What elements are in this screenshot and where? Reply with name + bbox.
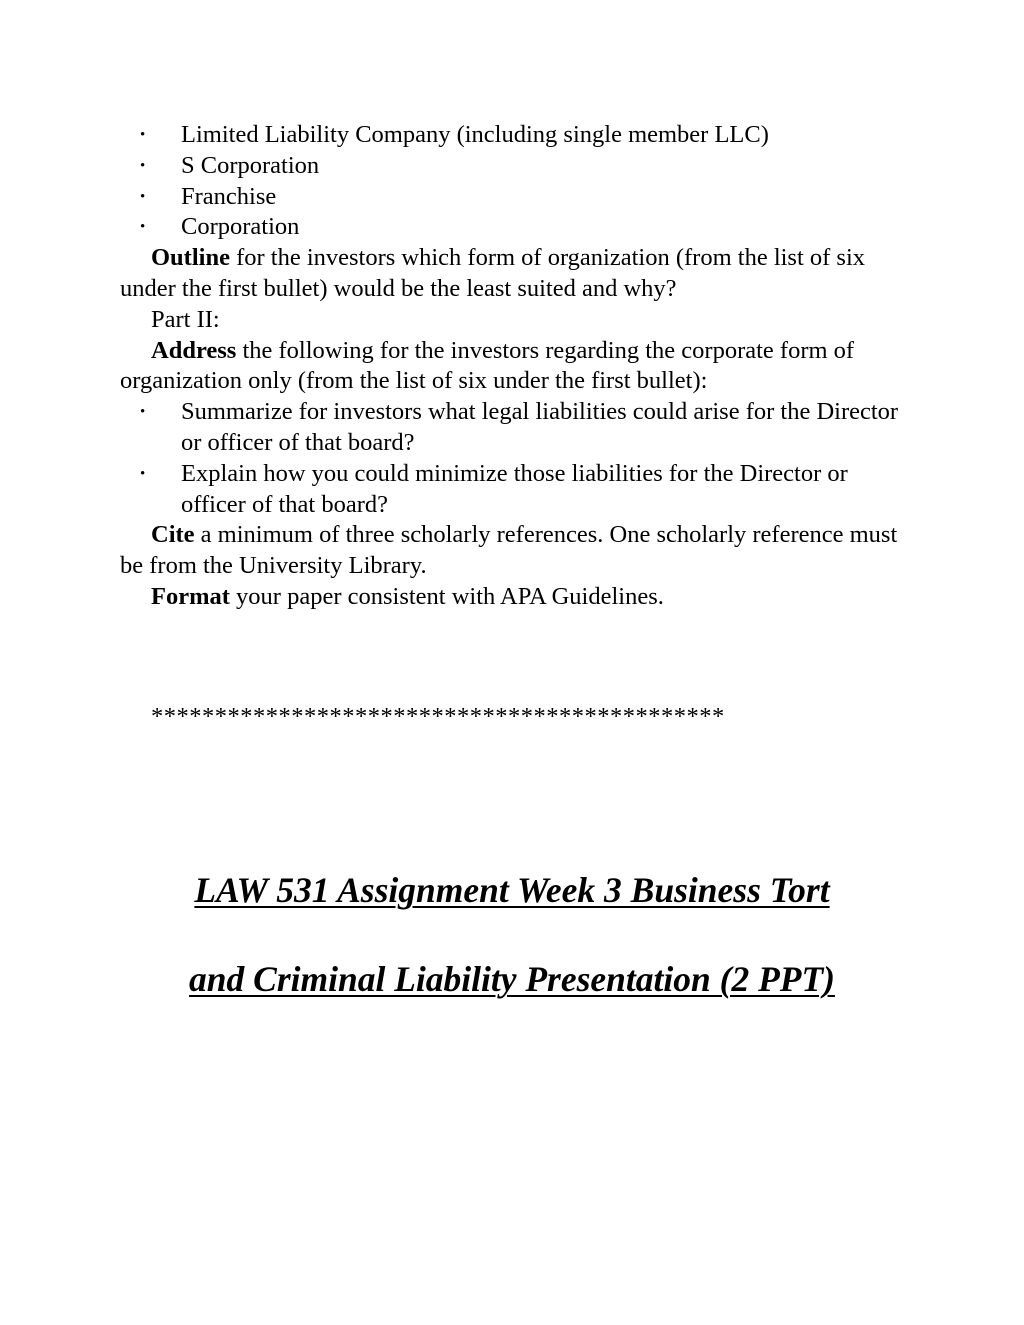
- cite-keyword: Cite: [151, 521, 195, 549]
- bullet-icon: •: [140, 188, 146, 205]
- part-two-label: Part II:: [151, 305, 220, 333]
- list-item: • Explain how you could minimize those liabilities for the Director or officer of that board?: [140, 459, 848, 518]
- list-item: • S Corporation: [120, 151, 910, 182]
- list-item: • Summarize for investors what legal liabilities could arise for the Director or officer of that board?: [140, 398, 899, 456]
- bullet-icon: •: [140, 465, 146, 482]
- bullet-icon: •: [140, 219, 146, 236]
- list-item: • Limited Liability Company (including single member LLC): [120, 120, 910, 151]
- bullet-icon: •: [140, 404, 146, 421]
- address-keyword: Address: [151, 336, 237, 364]
- outline-paragraph: Outline for the investors which form of organization (from the list of six under the first bullet) would be the least suited and why?: [120, 244, 866, 302]
- address-paragraph: Address the following for the investors regarding the corporate form of organization only (from the list of six under the first bullet):: [120, 336, 855, 395]
- list-item: • Corporation: [120, 212, 910, 243]
- outline-keyword: Outline: [151, 244, 230, 272]
- assignment-title-line-2: and Criminal Liability Presentation (2 PPT): [189, 959, 835, 999]
- bullet-icon: •: [140, 127, 146, 143]
- organization-forms-list: [120, 120, 910, 243]
- separator-line: *********************************************: [151, 703, 725, 730]
- format-keyword: Format: [151, 582, 230, 610]
- liability-questions-list: [120, 397, 910, 520]
- assignment-title-line-1: LAW 531 Assignment Week 3 Business Tort: [194, 870, 830, 910]
- assignment-instructions: [120, 120, 910, 613]
- list-item: • Franchise: [120, 182, 910, 213]
- cite-paragraph: Cite a minimum of three scholarly references. One scholarly reference must be from the University Library.: [120, 521, 898, 580]
- format-paragraph: Format your paper consistent with APA Guidelines.: [151, 582, 664, 610]
- bullet-icon: •: [140, 157, 146, 174]
